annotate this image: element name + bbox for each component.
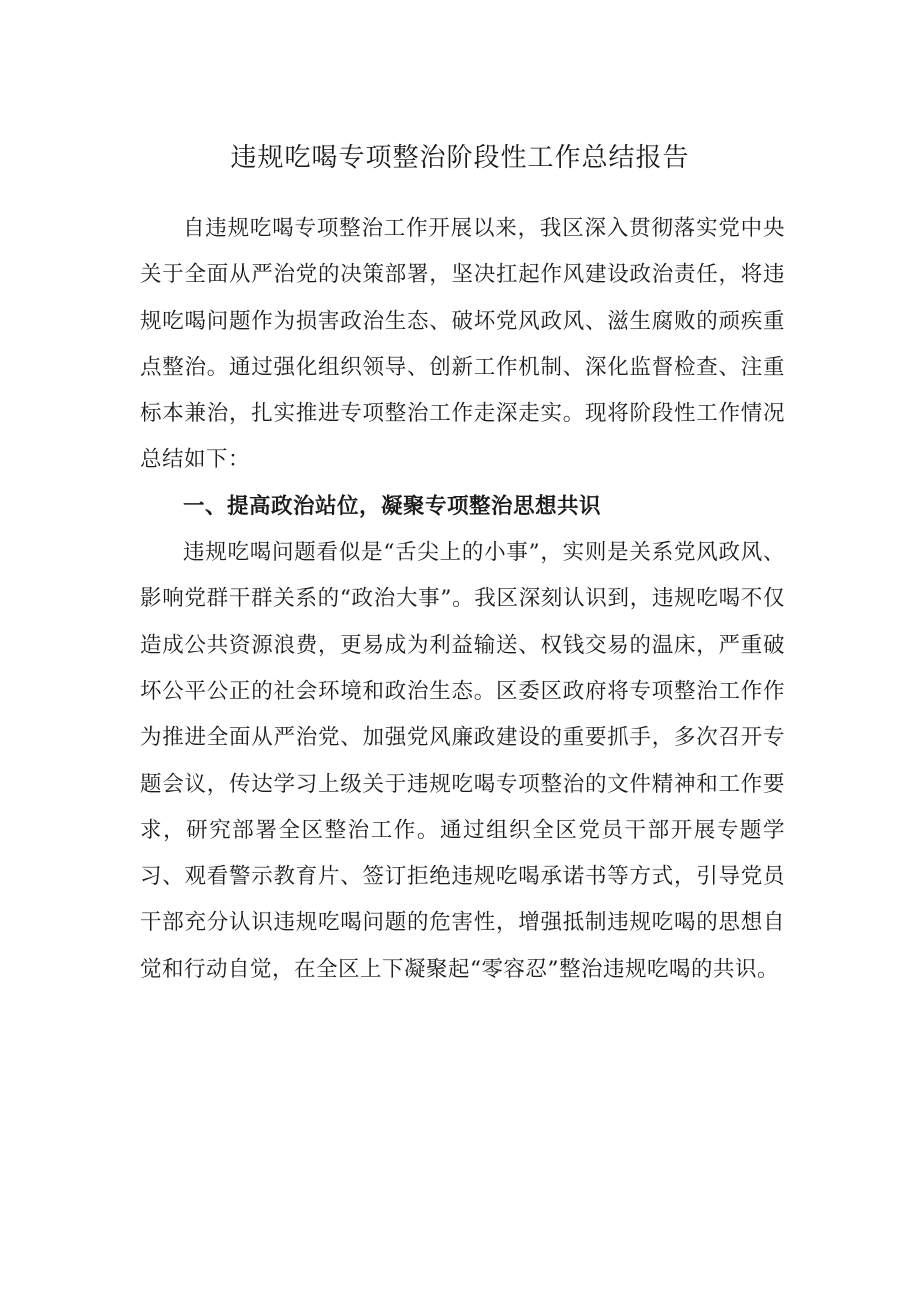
section-heading-1: 一、提高政治站位，凝聚专项整治思想共识 (183, 493, 602, 519)
intro-paragraph: 自违规吃喝专项整治工作开展以来，我区深入贯彻落实党中央关于全面从严治党的决策部署，坚决扛起作风建设政治责任，将违规吃喝问题作为损害政治生态、破坏党风政风、滋生腐败的顽疾重点整治。通过强化组织领导、创新工作机制、深化监督检查、注重标本兼治，扎实推进专项整治工作走深走实。现将阶段性工作情况总结如下： (140, 216, 785, 473)
document-body (140, 206, 785, 993)
document-title: 违规吃喝专项整治阶段性工作总结报告 (230, 143, 690, 173)
section-paragraph-1: 违规吃喝问题看似是“舌尖上的小事”，实则是关系党风政风、影响党群干群关系的“政治大事”。我区深刻认识到，违规吃喝不仅造成公共资源浪费，更易成为利益输送、权钱交易的温床，严重破坏公平公正的社会环境和政治生态。区委区政府将专项整治工作作为推进全面从严治党、加强党风廉政建设的重要抓手，多次召开专题会议，传达学习上级关于违规吃喝专项整治的文件精神和工作要求，研究部署全区整治工作。通过组织全区党员干部开展专题学习、观看警示教育片、签订拒绝违规吃喝承诺书等方式，引导党员干部充分认识违规吃喝问题的危害性，增强抵制违规吃喝的思想自觉和行动自觉，在全区上下凝聚起“零容忍”整治违规吃喝的共识。 (140, 540, 785, 982)
